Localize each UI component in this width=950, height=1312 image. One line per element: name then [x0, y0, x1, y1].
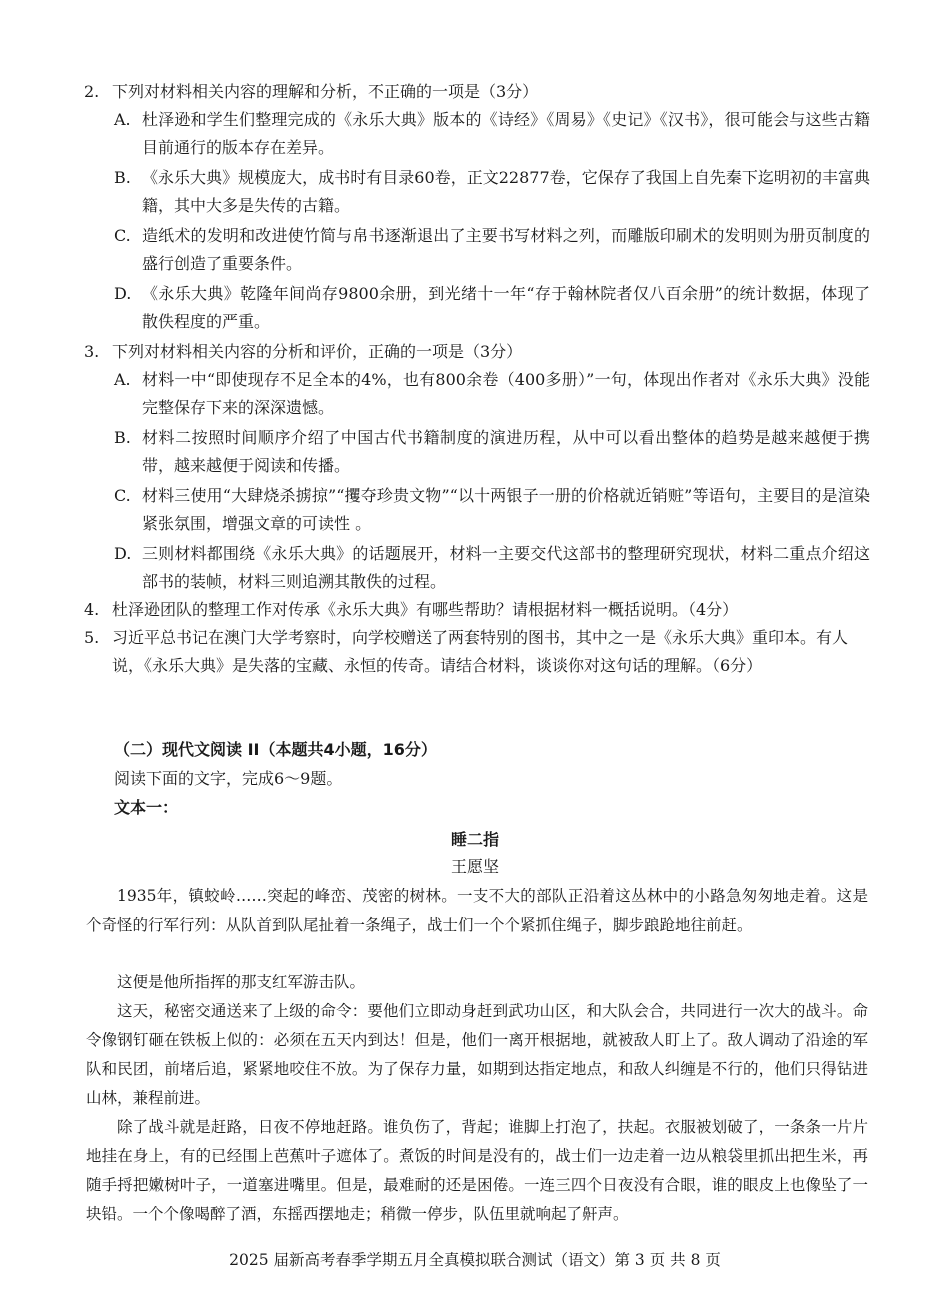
story-paragraph-4: 除了战斗就是赶路，日夜不停地赶路。谁负伤了，背起；谁脚上打泡了，扶起。衣服被划破了，一条条一片片地挂在身上，有的已经围上芭蕉叶子遮体了。煮饭的时间是没有的，战士们一边走着一边从粮袋里抓出把生米，再随手捋把嫩树叶子，一道塞进嘴里。但是，最难耐的还是困倦。一连三四个日夜没有合眼，谁的眼皮上也像坠了一块铅。一个个像喝醉了酒，东摇西摆地走；稍微一停步，队伍里就响起了鼾声。 — [86, 1118, 868, 1223]
page-footer: 2025 届新高考春季学期五月全真模拟联合测试（语文）第 3 页 共 8 页 — [229, 1251, 721, 1269]
option-2d — [114, 280, 870, 336]
option-letter: A. — [114, 110, 131, 129]
question-number: 5. — [84, 628, 100, 647]
option-2b — [114, 164, 870, 220]
question-number: 4. — [84, 600, 100, 619]
option-text: 造纸术的发明和改进使竹简与帛书逐渐退出了主要书写材料之列，而雕版印刷术的发明则为册页制度的盛行创造了重要条件。 — [142, 226, 870, 273]
text-label: 文本一： — [114, 798, 179, 817]
option-text: 《永乐大典》乾隆年间尚存9800余册，到光绪十一年“存于翰林院者仅八百余册”的统计数据，体现了散佚程度的严重。 — [142, 284, 870, 331]
option-3d — [114, 540, 870, 596]
story-paragraph-1: 1935年，镇蛟岭……突起的峰峦、茂密的树林。一支不大的部队正沿着这丛林中的小路急匆匆地走着。这是个奇怪的行军行列：从队首到队尾扯着一条绳子，战士们一个个紧抓住绳子，脚步踉跄地往前赶。 — [86, 887, 868, 934]
option-letter: C. — [114, 226, 131, 245]
question-stem: 下列对材料相关内容的分析和评价，正确的一项是（3分） — [112, 342, 523, 361]
section-instruction: 阅读下面的文字，完成6～9题。 — [114, 769, 343, 788]
option-text: 《永乐大典》规模庞大，成书时有目录60卷，正文22877卷，它保存了我国上自先秦下迄明初的丰富典籍，其中大多是失传的古籍。 — [142, 168, 870, 215]
option-text: 材料三使用“大肆烧杀掳掠”“攫夺珍贵文物”“以十两银子一册的价格就近销赃”等语句，主要目的是渲染紧张氛围，增强文章的可读性 。 — [142, 486, 870, 533]
option-2c — [114, 222, 870, 278]
option-letter: A. — [114, 370, 131, 389]
section-heading: （二）现代文阅读 II（本题共4小题，16分） — [114, 740, 437, 759]
story-paragraph-3: 这天，秘密交通送来了上级的命令：要他们立即动身赶到武功山区，和大队会合，共同进行一次大的战斗。命令像钢钉砸在铁板上似的：必须在五天内到达！但是，他们一离开根据地，就被敌人盯上了。敌人调动了沿途的军队和民团，前堵后追，紧紧地咬住不放。为了保存力量，如期到达指定地点，和敌人纠缠是不行的，他们只得钻进山林，兼程前进。 — [86, 1002, 868, 1107]
option-3a — [114, 366, 870, 422]
option-text: 材料一中“即使现存不足全本的4%，也有800余卷（400多册）”一句，体现出作者对《永乐大典》没能完整保存下来的深深遗憾。 — [142, 370, 870, 417]
question-4 — [84, 596, 874, 624]
question-stem: 下列对材料相关内容的理解和分析，不正确的一项是（3分） — [112, 82, 539, 101]
question-2 — [84, 78, 874, 106]
option-letter: B. — [114, 428, 131, 447]
option-3c — [114, 482, 870, 538]
option-text: 三则材料都围绕《永乐大典》的话题展开，材料一主要交代这部书的整理研究现状，材料二重点介绍这部书的装帧，材料三则追溯其散佚的过程。 — [142, 544, 870, 591]
option-text: 杜泽逊和学生们整理完成的《永乐大典》版本的《诗经》《周易》《史记》《汉书》，很可能会与这些古籍目前通行的版本存在差异。 — [142, 110, 870, 157]
story-paragraph-2: 这便是他所指挥的那支红军游击队。 — [117, 973, 366, 991]
question-3 — [84, 338, 874, 366]
question-stem: 杜泽逊团队的整理工作对传承《永乐大典》有哪些帮助？请根据材料一概括说明。（4分） — [112, 600, 739, 619]
story-title: 睡二指 — [450, 830, 499, 849]
question-number: 2. — [84, 82, 100, 101]
question-5 — [84, 624, 874, 680]
option-letter: C. — [114, 486, 131, 505]
story-author: 王愿坚 — [450, 857, 499, 876]
option-2a — [114, 106, 870, 162]
option-letter: D. — [114, 284, 132, 303]
question-stem: 习近平总书记在澳门大学考察时，向学校赠送了两套特别的图书，其中之一是《永乐大典》重印本。有人说，《永乐大典》是失落的宝藏、永恒的传奇。请结合材料，谈谈你对这句话的理解。（6分） — [112, 628, 849, 675]
option-text: 材料二按照时间顺序介绍了中国古代书籍制度的演进历程，从中可以看出整体的趋势是越来越便于携带，越来越便于阅读和传播。 — [142, 428, 870, 475]
question-number: 3. — [84, 342, 100, 361]
option-letter: B. — [114, 168, 131, 187]
option-3b — [114, 424, 870, 480]
option-letter: D. — [114, 544, 132, 563]
